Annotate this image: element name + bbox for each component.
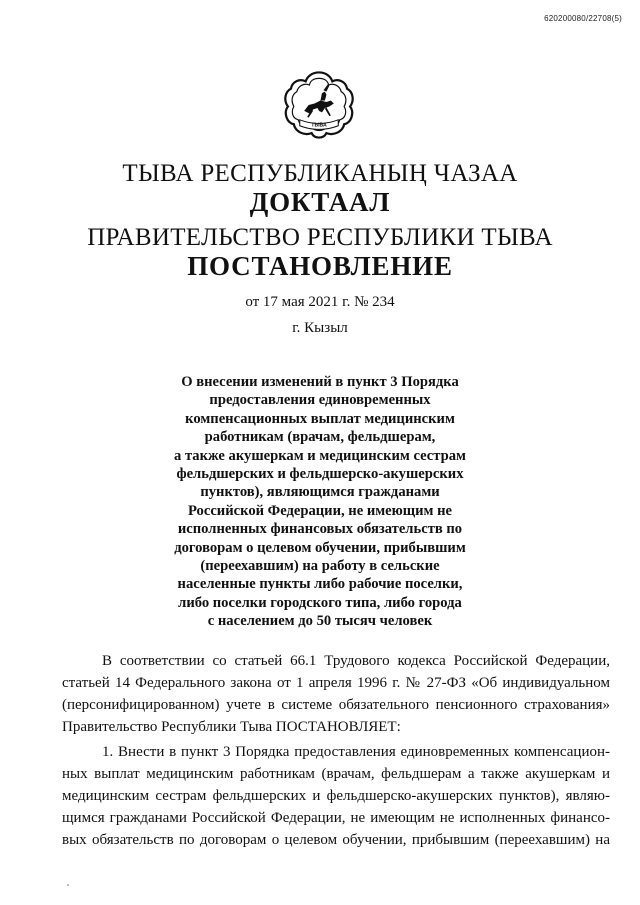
paragraph-line: ных выплат медицинским работникам (врачам, фельдшерам а также акушеркам и	[62, 766, 610, 782]
subject-line: населенные пункты либо рабочие поселки,	[177, 576, 463, 593]
subject-line: О внесении изменений в пункт 3 Порядка	[181, 374, 459, 390]
paragraph-line: щимся гражданами Российской Федерации, не имеющим не исполненных финансо-	[62, 810, 610, 826]
paragraph-line: медицинским сестрам фельдшерских и фельдшерско-акушерских пунктов), являю-	[62, 788, 610, 804]
subject-line: компенсационных выплат медицинским	[185, 410, 455, 427]
russian-decree-title: ПОСТАНОВЛЕНИЕ	[187, 251, 453, 281]
document-number: 620200080/22708(5)	[544, 14, 622, 23]
scan-artifact	[67, 884, 69, 886]
subject-line: предоставления единовременных	[209, 392, 431, 409]
subject-line: договорам о целевом обучении, прибывшим	[174, 539, 466, 556]
subject-line: Российской Федерации, не имеющим не	[188, 502, 452, 519]
decree-subject	[160, 373, 480, 631]
tuvan-government-title: ТЫВА РЕСПУБЛИКАНЫҢ ЧАЗАА	[122, 160, 518, 187]
paragraph-line: 1. Внести в пункт 3 Порядка предоставления единовременных компенсацион-	[102, 744, 610, 760]
russian-government-title: ПРАВИТЕЛЬСТВО РЕСПУБЛИКИ ТЫВА	[87, 224, 553, 251]
subject-line: работникам (врачам, фельдшерам,	[204, 429, 436, 446]
item-1-paragraph	[62, 741, 610, 851]
paragraph-line: Правительство Республики Тыва ПОСТАНОВЛЯЕТ:	[62, 719, 401, 735]
subject-line: (переехавшим) на работу в сельские	[200, 558, 440, 575]
paragraph-line: статьей 14 Федерального закона от 1 апреля 1996 г. № 27-ФЗ «Об индивидуальном	[62, 675, 610, 691]
subject-line: фельдшерских и фельдшерско-акушерских	[176, 466, 464, 483]
subject-line: исполненных финансовых обязательств по	[177, 521, 463, 538]
subject-line: с населением до 50 тысяч человек	[207, 613, 433, 630]
paragraph-line: В соответствии со статьей 66.1 Трудового кодекса Российской Федерации,	[102, 653, 610, 669]
decree-city: г. Кызыл	[292, 320, 348, 336]
subject-line: пунктов), являющимся гражданами	[200, 484, 440, 501]
subject-line: а также акушеркам и медицинским сестрам	[174, 447, 466, 464]
tuva-coat-of-arms-icon	[282, 68, 356, 142]
subject-line: либо поселки городского типа, либо города	[178, 594, 462, 611]
svg-text:ТЫВА: ТЫВА	[311, 122, 327, 129]
decree-date: от 17 мая 2021 г. № 234	[245, 294, 395, 310]
preamble-paragraph	[62, 650, 610, 738]
tuvan-decree-title: ДОКТААЛ	[249, 187, 391, 217]
paragraph-line: (персонифицированном) учете в системе обязательного пенсионного страхования»	[62, 697, 610, 713]
paragraph-line: вых обязательств по договорам о целевом обучении, прибывшим (переехавшим) на	[62, 832, 610, 848]
